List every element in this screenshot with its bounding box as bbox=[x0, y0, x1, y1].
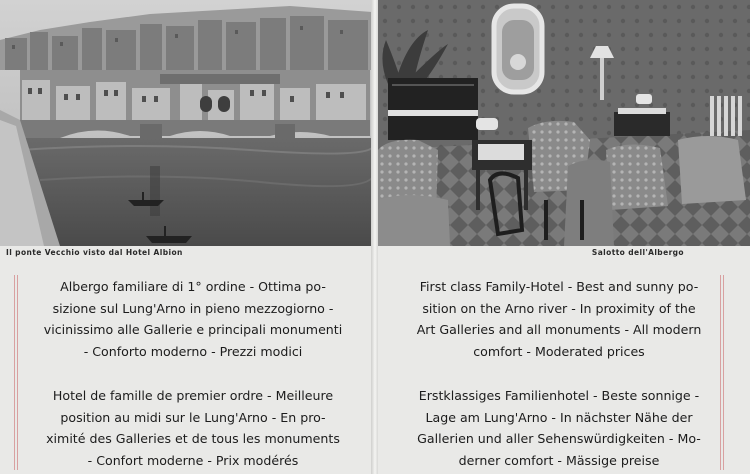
english-description bbox=[394, 276, 724, 362]
right-page bbox=[378, 0, 750, 474]
photo-caption-ponte-vecchio: Il ponte Vecchio visto dal Hotel Albion bbox=[6, 248, 183, 257]
french-description bbox=[28, 385, 358, 471]
text-line: - Confort moderne - Prix modérés bbox=[87, 452, 299, 468]
italian-description bbox=[28, 276, 358, 362]
text-line: sizione sul Lung'Arno in pieno mezzogiorno - bbox=[52, 300, 334, 316]
text-line: vicinissimo alle Gallerie e principali monumenti bbox=[43, 322, 343, 337]
text-line: derner comfort - Mässige preise bbox=[458, 452, 660, 468]
decorative-rule-left bbox=[14, 275, 18, 470]
text-line: Gallerien und aller Sehenswürdigkeiten - Mo- bbox=[417, 431, 701, 446]
text-line: sition on the Arno river - In proximity of the bbox=[422, 300, 696, 316]
german-description bbox=[394, 385, 724, 471]
photo-caption-lounge: Salotto dell'Albergo bbox=[591, 248, 684, 257]
text-line: - Conforto moderno - Prezzi modici bbox=[83, 343, 303, 359]
text-line: Lage am Lung'Arno - In nächster Nähe der bbox=[425, 409, 693, 425]
text-line: Hotel de famille de premier ordre - Meilleure bbox=[52, 388, 334, 403]
left-page bbox=[0, 0, 372, 474]
text-line: Art Galleries and all monuments - All modern bbox=[416, 322, 702, 337]
text-line: comfort - Moderated prices bbox=[473, 343, 645, 359]
ponte-vecchio-photo bbox=[0, 0, 372, 246]
text-line: ximité des Galleries et de tous les monuments bbox=[46, 431, 340, 446]
text-line: First class Family-Hotel - Best and sunny po- bbox=[419, 279, 699, 294]
hotel-lounge-photo bbox=[378, 0, 750, 246]
text-line: Albergo familiare di 1° ordine - Ottima po- bbox=[60, 279, 326, 294]
text-line: Erstklassiges Familienhotel - Beste sonnige - bbox=[418, 388, 700, 403]
text-line: position au midi sur le Lung'Arno - En pro- bbox=[60, 409, 326, 425]
